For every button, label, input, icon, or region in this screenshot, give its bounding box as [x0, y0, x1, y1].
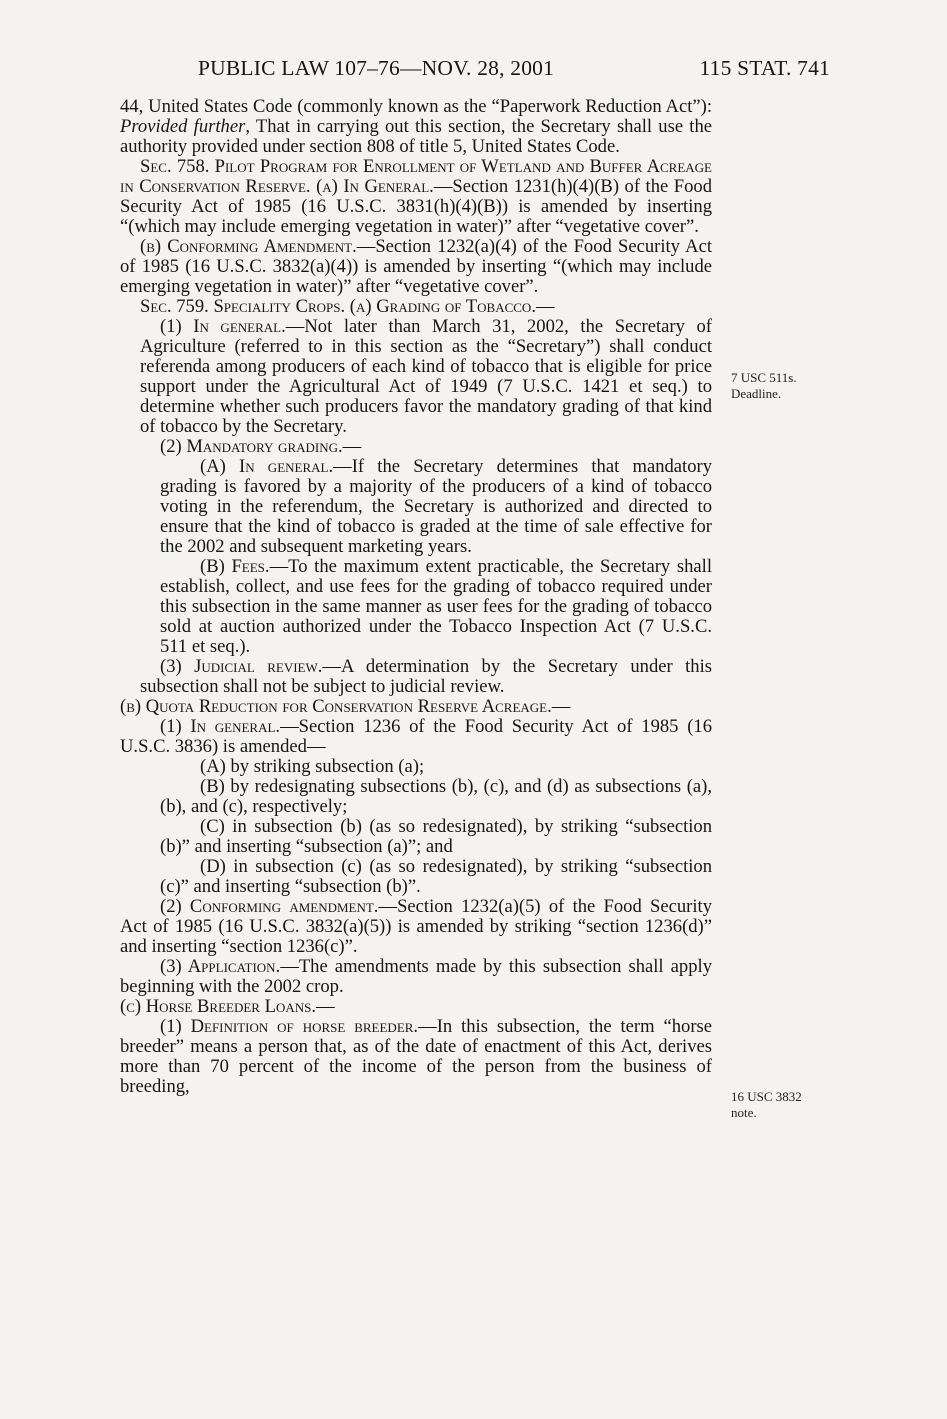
- section-759-b-1: (1) In general.—Section 1236 of the Food Security Act of 1985 (16 U.S.C. 3836) is amended—: [120, 716, 712, 757]
- section-759-b-2: (2) Conforming amendment.—Section 1232(a)(5) of the Food Security Act of 1985 (16 U.S.C. 3832(a)(5)) is amended by striking “section 1236(d)” and inserting “section 1236(c)”.: [120, 896, 712, 957]
- paragraph-continuation: 44, United States Code (commonly known as the “Paperwork Reduction Act”): Provided further, That in carrying out this section, the Secretary shall use the authority provided under section 808 of title 5, United States Code.: [120, 96, 713, 157]
- section-759-b-1-D: (D) in subsection (c) (as so redesignated), by striking “subsection (c)” and inserting “subsection (b)”.: [160, 856, 712, 897]
- section-759-a-2-B: (B) Fees.—To the maximum extent practicable, the Secretary shall establish, collect, and use fees for the grading of tobacco required under this subsection in the same manner as user fees for the grading of tobacco sold at auction authorized under the Tobacco Inspection Act (7 U.S.C. 511 et seq.).: [160, 556, 712, 657]
- section-758-b: (b) Conforming Amendment.—Section 1232(a)(4) of the Food Security Act of 1985 (16 U.S.C. 3832(a)(4)) is amended by inserting “(which may include emerging vegetation in water)” after “vegetative cover”.: [120, 236, 712, 297]
- section-759-b-1-A: (A) by striking subsection (a);: [200, 756, 425, 777]
- section-758-title: Pilot Program for Enrollment of Wetland and Buffer Acreage in Conservation Reserve.: [120, 156, 713, 197]
- section-759-b-3: (3) Application.—The amendments made by this subsection shall apply beginning with the 2002 crop.: [120, 956, 712, 997]
- margin-note-16-usc: 16 USC 3832 note.: [731, 1089, 802, 1120]
- page-header: [120, 56, 830, 88]
- section-759-b-1-B: (B) by redesignating subsections (b), (c), and (d) as subsections (a), (b), and (c), respectively;: [160, 776, 712, 817]
- section-759-heading: Sec. 759. Speciality Crops. (a) Grading of Tobacco.—: [140, 296, 555, 317]
- proviso-italic: Provided further: [120, 116, 246, 137]
- margin-note-7-usc: 7 USC 511s. Deadline.: [731, 370, 797, 401]
- section-759-a-3: (3) Judicial review.—A determination by the Secretary under this subsection shall not be subject to judicial review.: [140, 656, 713, 697]
- section-759-b-1-C: (C) in subsection (b) (as so redesignated), by striking “subsection (b)” and inserting “subsection (a)”; and: [160, 816, 712, 857]
- section-759-b: (b) Quota Reduction for Conservation Reserve Acreage.—: [120, 696, 571, 717]
- page-reference: 115 STAT. 741: [699, 56, 830, 80]
- section-759-c-1: (1) Definition of horse breeder.—In this subsection, the term “horse breeder” means a person that, as of the date of enactment of this Act, derives more than 70 percent of the income of the person from the business of breeding,: [120, 1016, 713, 1097]
- running-title: PUBLIC LAW 107–76—NOV. 28, 2001: [198, 56, 555, 80]
- section-759-title: Speciality Crops.: [213, 296, 346, 317]
- body-text: [120, 97, 712, 1097]
- section-759-a-2-A: (A) In general.—If the Secretary determines that mandatory grading is favored by a majority of the producers of a kind of tobacco voting in the referendum, the Secretary is authorized and directed to ensure that the kind of tobacco is graded at the time of sale effective for the 2002 and subsequent marketing years.: [160, 456, 712, 557]
- section-759-a-2: (2) Mandatory grading.—: [160, 436, 362, 457]
- section-759-a-1: (1) In general.—Not later than March 31, 2002, the Secretary of Agriculture (referred to in this section as the “Secretary”) shall conduct referenda among producers of each kind of tobacco that is eligible for price support under the Agricultural Act of 1949 (7 U.S.C. 1421 et seq.) to determine whether such producers favor the mandatory grading of that kind of tobacco by the Secretary.: [140, 316, 712, 437]
- section-759-c: (c) Horse Breeder Loans.—: [120, 996, 335, 1017]
- section-758-heading: Sec. 758. Pilot Program for Enrollment of Wetland and Buffer Acreage in Conservation Reserve. (a) In General.—Section 1231(h)(4)(B) of the Food Security Act of 1985 (16 U.S.C. 3831(h)(4)(B)) is amended by inserting “(which may include emerging vegetation in water)” after “vegetative cover”.: [120, 156, 713, 237]
